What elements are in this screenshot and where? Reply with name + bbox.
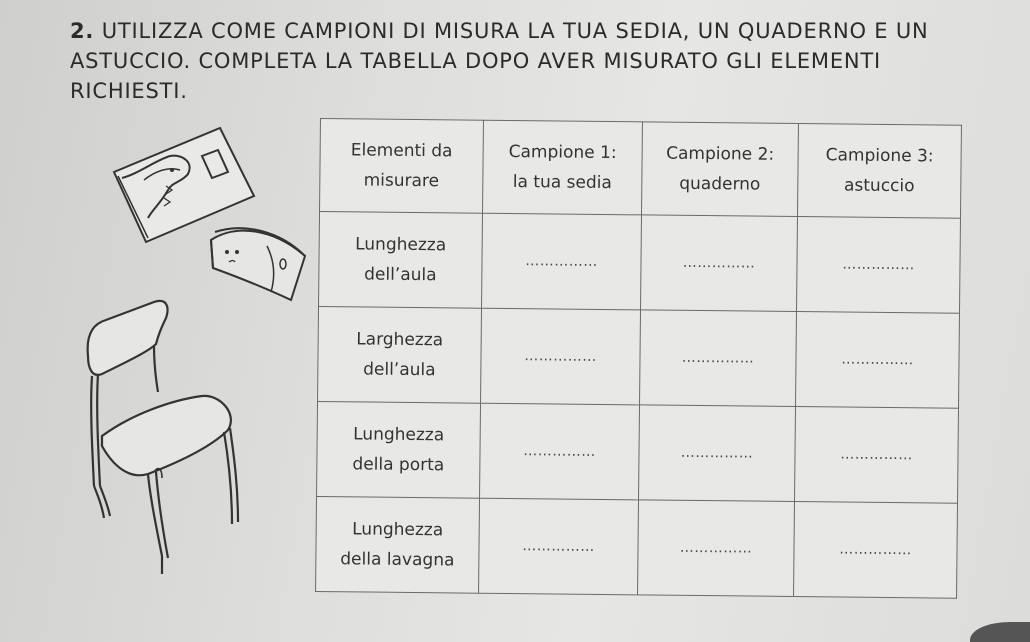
answer-blank[interactable]: …………… xyxy=(481,308,641,405)
answer-blank[interactable]: …………… xyxy=(794,501,958,598)
exercise-number: 2. xyxy=(70,19,95,43)
table-row xyxy=(318,306,960,408)
header-sample-2: Campione 2: quaderno xyxy=(642,122,799,217)
header-elements: Elementi da misurare xyxy=(320,119,484,214)
row-label: Lunghezza della porta xyxy=(317,401,481,498)
row-label: Lunghezza della lavagna xyxy=(316,496,480,593)
answer-blank[interactable]: …………… xyxy=(482,213,642,310)
answer-blank[interactable]: …………… xyxy=(795,406,959,503)
measurement-table xyxy=(315,118,962,599)
answer-blank[interactable]: …………… xyxy=(639,405,796,502)
answer-blank[interactable]: …………… xyxy=(640,310,797,407)
answer-blank[interactable]: …………… xyxy=(641,215,798,312)
table-row xyxy=(317,401,959,503)
pencil-case-icon xyxy=(205,218,315,306)
answer-blank[interactable]: …………… xyxy=(638,500,795,597)
answer-blank[interactable]: …………… xyxy=(479,498,639,595)
table-row xyxy=(316,496,958,598)
exercise-text: UTILIZZA COME CAMPIONI DI MISURA LA TUA SEDIA, UN QUADERNO E UN ASTUCCIO. COMPLETA LA TABELLA DOPO AVER MISURATO GLI ELEMENTI RICHIESTI. xyxy=(70,19,929,103)
row-label: Lunghezza dell’aula xyxy=(319,212,483,309)
chair-icon xyxy=(62,296,252,586)
page-edge-shadow xyxy=(970,622,1030,642)
table-header-row xyxy=(320,119,962,219)
answer-blank[interactable]: …………… xyxy=(796,312,960,409)
row-label: Larghezza dell’aula xyxy=(318,306,482,403)
measurement-table-wrapper xyxy=(315,118,962,599)
header-sample-1: Campione 1: la tua sedia xyxy=(483,120,643,215)
exercise-instructions xyxy=(70,16,950,106)
table-row xyxy=(319,212,961,314)
answer-blank[interactable]: …………… xyxy=(480,403,640,500)
answer-blank[interactable]: …………… xyxy=(796,217,960,314)
header-sample-3: Campione 3: astuccio xyxy=(797,124,961,219)
